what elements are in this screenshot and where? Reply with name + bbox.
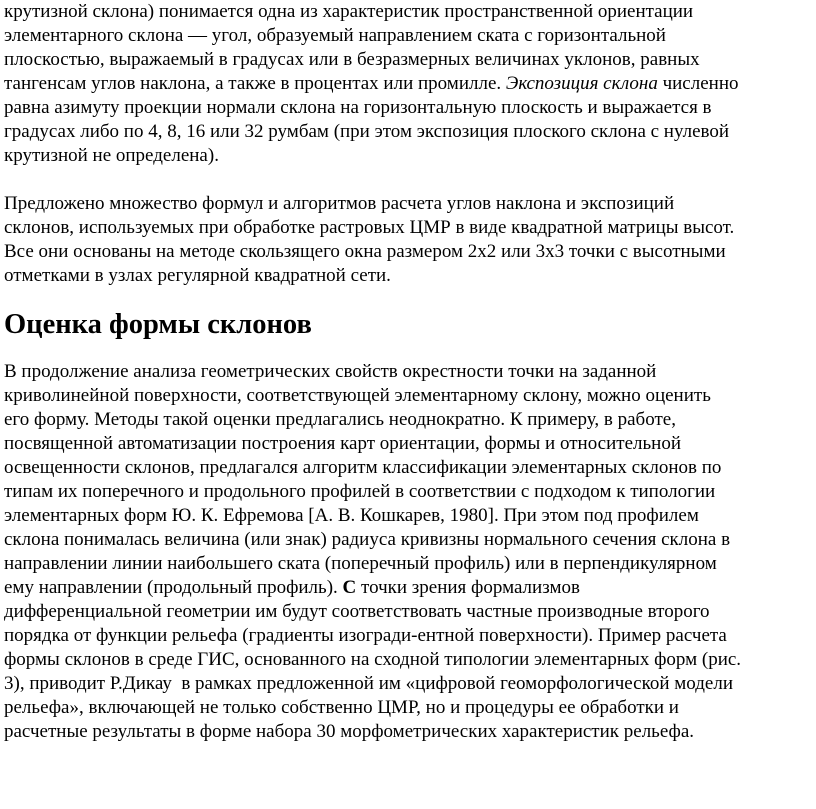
text-line xyxy=(4,72,812,96)
text-line: 3), приводит Р.Дикау в рамках предложенной им «цифровой геоморфологической модели xyxy=(4,673,734,694)
text-line: отметками в узлах регулярной квадратной сети. xyxy=(4,265,391,286)
text-line: направлении линии наибольшего ската (поперечный профиль) или в перпендикулярном xyxy=(4,553,717,574)
bold-letter: С xyxy=(342,577,357,598)
text-line: равна азимуту проекции нормали склона на горизонтальную плоскость и выражается в xyxy=(4,97,712,118)
text-line xyxy=(4,576,812,600)
paragraph-slope-form xyxy=(4,360,812,744)
text-line: градусах либо по 4, 8, 16 или 32 румбам (при этом экспозиция плоского склона с нулевой xyxy=(4,121,730,142)
section-heading: Оценка формы склонов xyxy=(4,309,312,340)
text-line: склона понималась величина (или знак) радиуса кривизны нормального сечения склона в xyxy=(4,529,731,550)
text-line: типам их поперечного и продольного профилей в соответствии с подходом к типологии xyxy=(4,481,716,502)
text-line: криволинейной поверхности, соответствующей элементарному склону, можно оценить xyxy=(4,385,711,406)
document-page xyxy=(4,0,812,744)
text-line: его форму. Методы такой оценки предлагались неоднократно. К примеру, в работе, xyxy=(4,409,676,430)
text-line: формы склонов в среде ГИС, основанного на сходной типологии элементарных форм (рис. xyxy=(4,649,742,670)
text-line: Предложено множество формул и алгоритмов расчета углов наклона и экспозиций xyxy=(4,193,675,214)
text-segment: численно xyxy=(662,73,739,94)
text-line: дифференциальной геометрии им будут соответствовать частные производные второго xyxy=(4,601,710,622)
text-line: крутизной не определена). xyxy=(4,145,219,166)
text-line: порядка от функции рельефа (градиенты изогради-ентной поверхности). Пример расчета xyxy=(4,625,727,646)
text-line: освещенности склонов, предлагался алгоритм классификации элементарных склонов по xyxy=(4,457,722,478)
text-line: склонов, используемых при обработке растровых ЦМР в виде квадратной матрицы высот. xyxy=(4,217,735,238)
text-line: элементарного склона — угол, образуемый направлением ската с горизонтальной xyxy=(4,25,666,46)
paragraph-slope-aspect xyxy=(4,0,812,168)
text-line: посвященной автоматизации построения карт ориентации, формы и относительной xyxy=(4,433,681,454)
text-line: плоскостью, выражаемый в градусах или в безразмерных величинах уклонов, равных xyxy=(4,49,700,70)
text-segment: точки зрения формализмов xyxy=(361,577,580,598)
text-line: элементарных форм Ю. К. Ефремова [А. В. Кошкарев, 1980]. При этом под профилем xyxy=(4,505,699,526)
text-line: расчетные результаты в форме набора 30 морфометрических характеристик рельефа. xyxy=(4,721,695,742)
text-segment: тангенсам углов наклона, а также в процентах или промилле. xyxy=(4,73,502,94)
text-segment: ему направлении (продольный профиль). xyxy=(4,577,338,598)
text-line: крутизной склона) понимается одна из характеристик пространственной ориентации xyxy=(4,1,694,22)
italic-term: Экспозиция склона xyxy=(505,73,658,94)
paragraph-algorithms xyxy=(4,192,812,288)
text-line: рельефа», включающей не только собственно ЦМР, но и процедуры ее обработки и xyxy=(4,697,679,718)
text-line: Все они основаны на методе скользящего окна размером 2х2 или 3х3 точки с высотными xyxy=(4,241,726,262)
text-line: В продолжение анализа геометрических свойств окрестности точки на заданной xyxy=(4,361,657,382)
